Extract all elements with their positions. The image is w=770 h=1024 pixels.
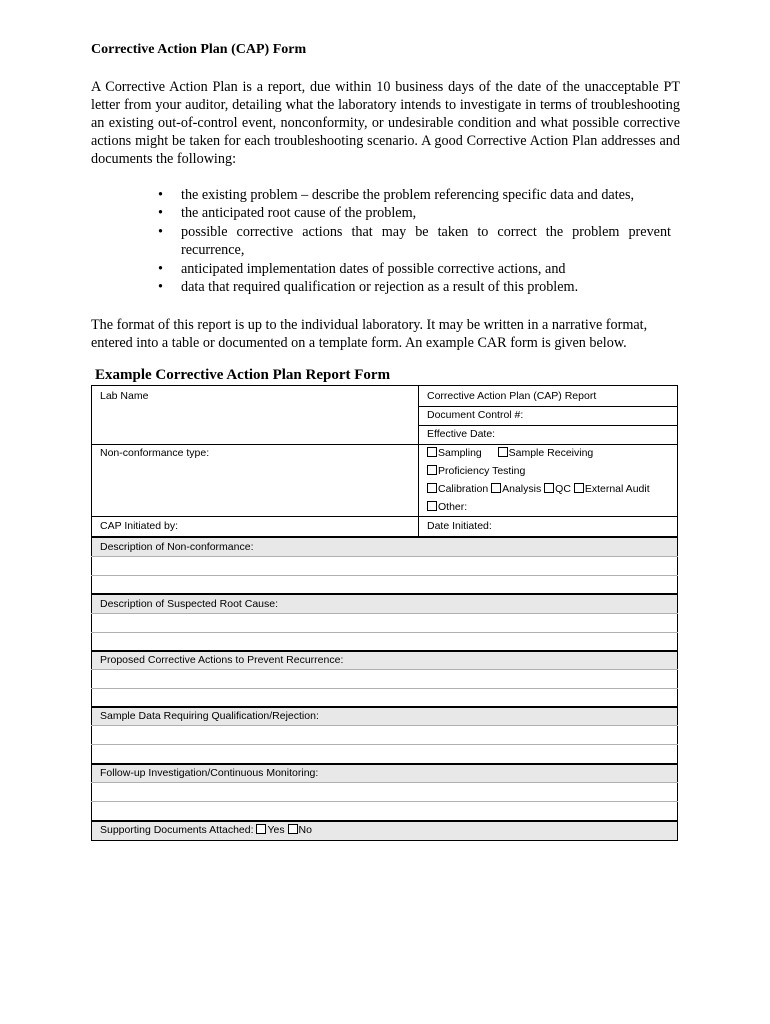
yes-label: Yes: [267, 824, 285, 836]
analysis-label: Analysis: [502, 483, 542, 495]
section-follow-up: Follow-up Investigation/Continuous Monitoring:: [100, 767, 319, 779]
bullet-icon: •: [158, 260, 163, 277]
example-form-title: Example Corrective Action Plan Report Form: [95, 367, 391, 383]
bullet-icon: •: [158, 223, 163, 240]
document-control-label: Document Control #:: [427, 409, 524, 421]
nonconformance-options-row-3: [427, 483, 650, 495]
sampling-checkbox[interactable]: [427, 447, 437, 457]
external-audit-checkbox[interactable]: [574, 483, 584, 493]
no-checkbox[interactable]: [288, 824, 298, 834]
nonconformance-options-row-1: [427, 447, 593, 459]
section-root-cause: Description of Suspected Root Cause:: [100, 598, 279, 610]
report-title: Corrective Action Plan (CAP) Report: [427, 390, 597, 402]
lab-name-label: Lab Name: [100, 390, 149, 402]
analysis-checkbox[interactable]: [491, 483, 501, 493]
section-corrective-actions: Proposed Corrective Actions to Prevent Recurrence:: [100, 654, 344, 666]
date-initiated-label: Date Initiated:: [427, 520, 492, 532]
effective-date-label: Effective Date:: [427, 428, 496, 440]
intro-paragraph: A Corrective Action Plan is a report, due within 10 business days of the date of the unacceptable PT letter from your auditor, detailing what the laboratory intends to investigate in terms of troubleshooting an existing out-of-control event, nonconformity, or undesirable condition and what possible corrective actions might be taken for each troubleshooting scenario. A good Corrective Action Plan addresses and documents the following:: [91, 79, 680, 167]
nonconformance-options-row-2: [427, 465, 525, 477]
cap-report-form: [91, 385, 678, 841]
other-checkbox[interactable]: [427, 501, 437, 511]
sample-receiving-label: Sample Receiving: [508, 447, 594, 459]
nonconformance-options-row-4: [427, 501, 467, 513]
bullet-icon: •: [158, 205, 163, 222]
section-nonconformance-description: Description of Non-conformance:: [100, 541, 254, 553]
format-paragraph: The format of this report is up to the individual laboratory. It may be written in a narrative format, entered into a table or documented on a template form. An example CAR form is given below.: [91, 317, 648, 352]
requirements-list: [158, 186, 671, 296]
calibration-label: Calibration: [438, 483, 489, 495]
proficiency-testing-label: Proficiency Testing: [438, 465, 526, 477]
list-item: • possible corrective actions that may be taken to correct the problem prevent recurrence,: [158, 223, 671, 259]
qc-checkbox[interactable]: [544, 483, 554, 493]
qc-label: QC: [555, 483, 571, 495]
bullet-icon: •: [158, 279, 163, 296]
nonconformance-type-label: Non-conformance type:: [100, 447, 210, 459]
no-label: No: [298, 824, 312, 836]
other-label: Other:: [438, 501, 468, 513]
section-sample-data: Sample Data Requiring Qualification/Rejection:: [100, 710, 319, 722]
list-item: • the existing problem – describe the problem referencing specific data and dates,: [158, 187, 635, 203]
calibration-checkbox[interactable]: [427, 483, 437, 493]
supporting-documents-row: [100, 824, 312, 836]
supporting-documents-label: Supporting Documents Attached:: [100, 824, 254, 836]
list-item: • the anticipated root cause of the problem,: [158, 205, 417, 222]
document-title: Corrective Action Plan (CAP) Form: [91, 42, 307, 57]
cap-initiated-by-label: CAP Initiated by:: [100, 520, 179, 532]
proficiency-testing-checkbox[interactable]: [427, 465, 437, 475]
external-audit-label: External Audit: [584, 483, 650, 495]
yes-checkbox[interactable]: [256, 824, 266, 834]
sampling-label: Sampling: [438, 447, 482, 459]
sample-receiving-checkbox[interactable]: [498, 447, 508, 457]
bullet-icon: •: [158, 187, 163, 203]
list-item: • data that required qualification or rejection as a result of this problem.: [158, 279, 579, 296]
list-item: • anticipated implementation dates of possible corrective actions, and: [158, 260, 566, 277]
